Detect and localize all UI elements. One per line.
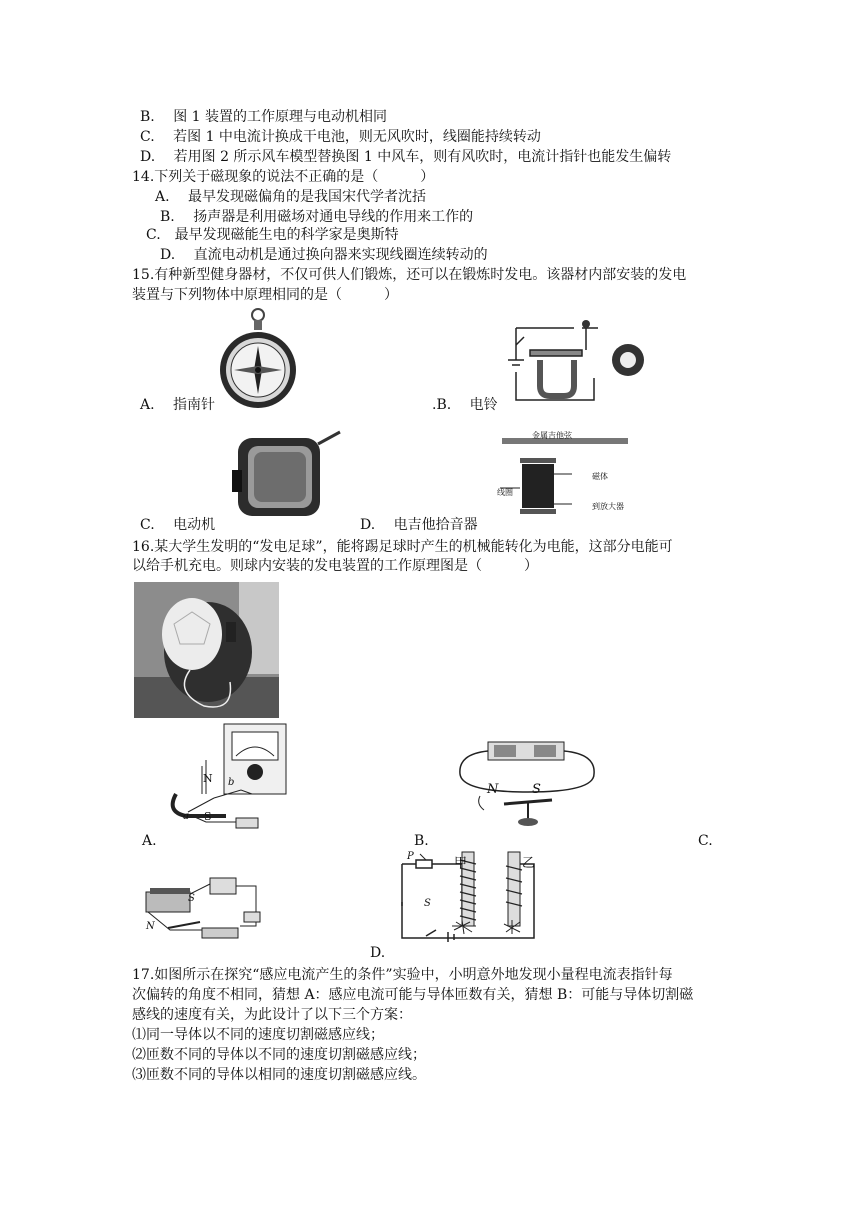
q16-option-a: A.: [142, 833, 157, 849]
q16-option-c: C.: [698, 833, 713, 849]
q14-option-c: C. 最早发现磁能生电的科学家是奥斯特: [146, 227, 399, 243]
q15-option-c: C. 电动机: [140, 517, 216, 533]
fig-c-motor-experiment: [140, 870, 270, 946]
fig-a-label-s: S: [204, 810, 212, 823]
q16-stem-line1: 16.某大学生发明的“发电足球”，能将踢足球时产生的机械能转化为电能，这部分电能可: [132, 539, 673, 555]
q15-option-b: .B. 电铃: [432, 397, 498, 413]
q13-option-c: C. 若图 1 中电流计换成干电池，则无风吹时，线圈能持续转动: [140, 129, 541, 145]
q13-option-d: D. 若用图 2 所示风车模型替换图 1 中风车，则有风吹时，电流计指针也能发生偏转: [140, 149, 672, 165]
fig-d-label-yi: 乙: [522, 856, 536, 871]
fig-a-label-n: N: [203, 772, 213, 785]
fig-b-oersted-experiment: [458, 738, 598, 832]
fig-d-label-s: S: [424, 898, 431, 909]
q17-stem-line3: 感线的速度有关，为此设计了以下三个方案：: [132, 1007, 412, 1023]
q13-option-b: B. 图 1 装置的工作原理与电动机相同: [140, 109, 387, 125]
q16-stem-line2: 以给手机充电。则球内安装的发电装置的工作原理图是（ ）: [132, 558, 538, 574]
fig-a-label-b: b: [228, 777, 235, 788]
q14-option-b: B. 扬声器是利用磁场对通电导线的作用来工作的: [160, 209, 474, 225]
q15-stem-line2: 装置与下列物体中原理相同的是（ ）: [132, 287, 398, 303]
q14-option-a: A. 最早发现磁偏角的是我国宋代学者沈括: [155, 189, 427, 205]
fig-c-label-s: S: [188, 893, 195, 904]
motor-image: [228, 418, 348, 522]
q17-plan-1: ⑴同一导体以不同的速度切割磁感应线；: [132, 1027, 384, 1043]
q15-option-a: A. 指南针: [140, 397, 216, 413]
q16-option-b: B.: [414, 833, 429, 849]
q16-option-d: D.: [370, 945, 386, 961]
fig-a-label-a: a: [183, 811, 189, 822]
guitar-label-amp: 到放大器: [592, 502, 624, 511]
fig-d-label-jia: 甲: [454, 856, 468, 871]
guitar-label-magnet: 磁体: [592, 472, 608, 481]
fig-d-label-p: P: [407, 851, 414, 862]
q14-option-d: D. 直流电动机是通过换向器来实现线圈连续转动的: [160, 247, 488, 263]
q15-option-d: D. 电吉他拾音器: [360, 517, 478, 533]
fig-b-label-s: S: [532, 782, 541, 797]
electric-bell-image: [502, 320, 648, 410]
q15-stem-line1: 15.有种新型健身器材，不仅可供人们锻炼，还可以在锻炼时发电。该器材内部安装的发电: [132, 267, 687, 283]
compass-image: [218, 306, 298, 412]
guitar-label-coil: 线圈: [497, 488, 513, 497]
guitar-label-string: 金属吉他弦: [532, 431, 572, 440]
football-photo: [134, 582, 279, 718]
q17-plan-2: ⑵匝数不同的导体以不同的速度切割磁感应线；: [132, 1047, 426, 1063]
fig-c-label-n: N: [146, 921, 155, 932]
fig-b-label-n: N: [487, 782, 499, 797]
q17-stem-line2: 次偏转的角度不相同，猜想 A：感应电流可能与导体匝数有关，猜想 B：可能与导体切割磁: [132, 987, 694, 1003]
q17-plan-3: ⑶匝数不同的导体以相同的速度切割磁感应线。: [132, 1067, 426, 1083]
q14-stem: 14.下列关于磁现象的说法不正确的是（ ）: [132, 169, 435, 185]
q17-stem-line1: 17.如图所示在探究“感应电流产生的条件”实验中，小明意外地发现小量程电流表指针每: [132, 967, 673, 983]
